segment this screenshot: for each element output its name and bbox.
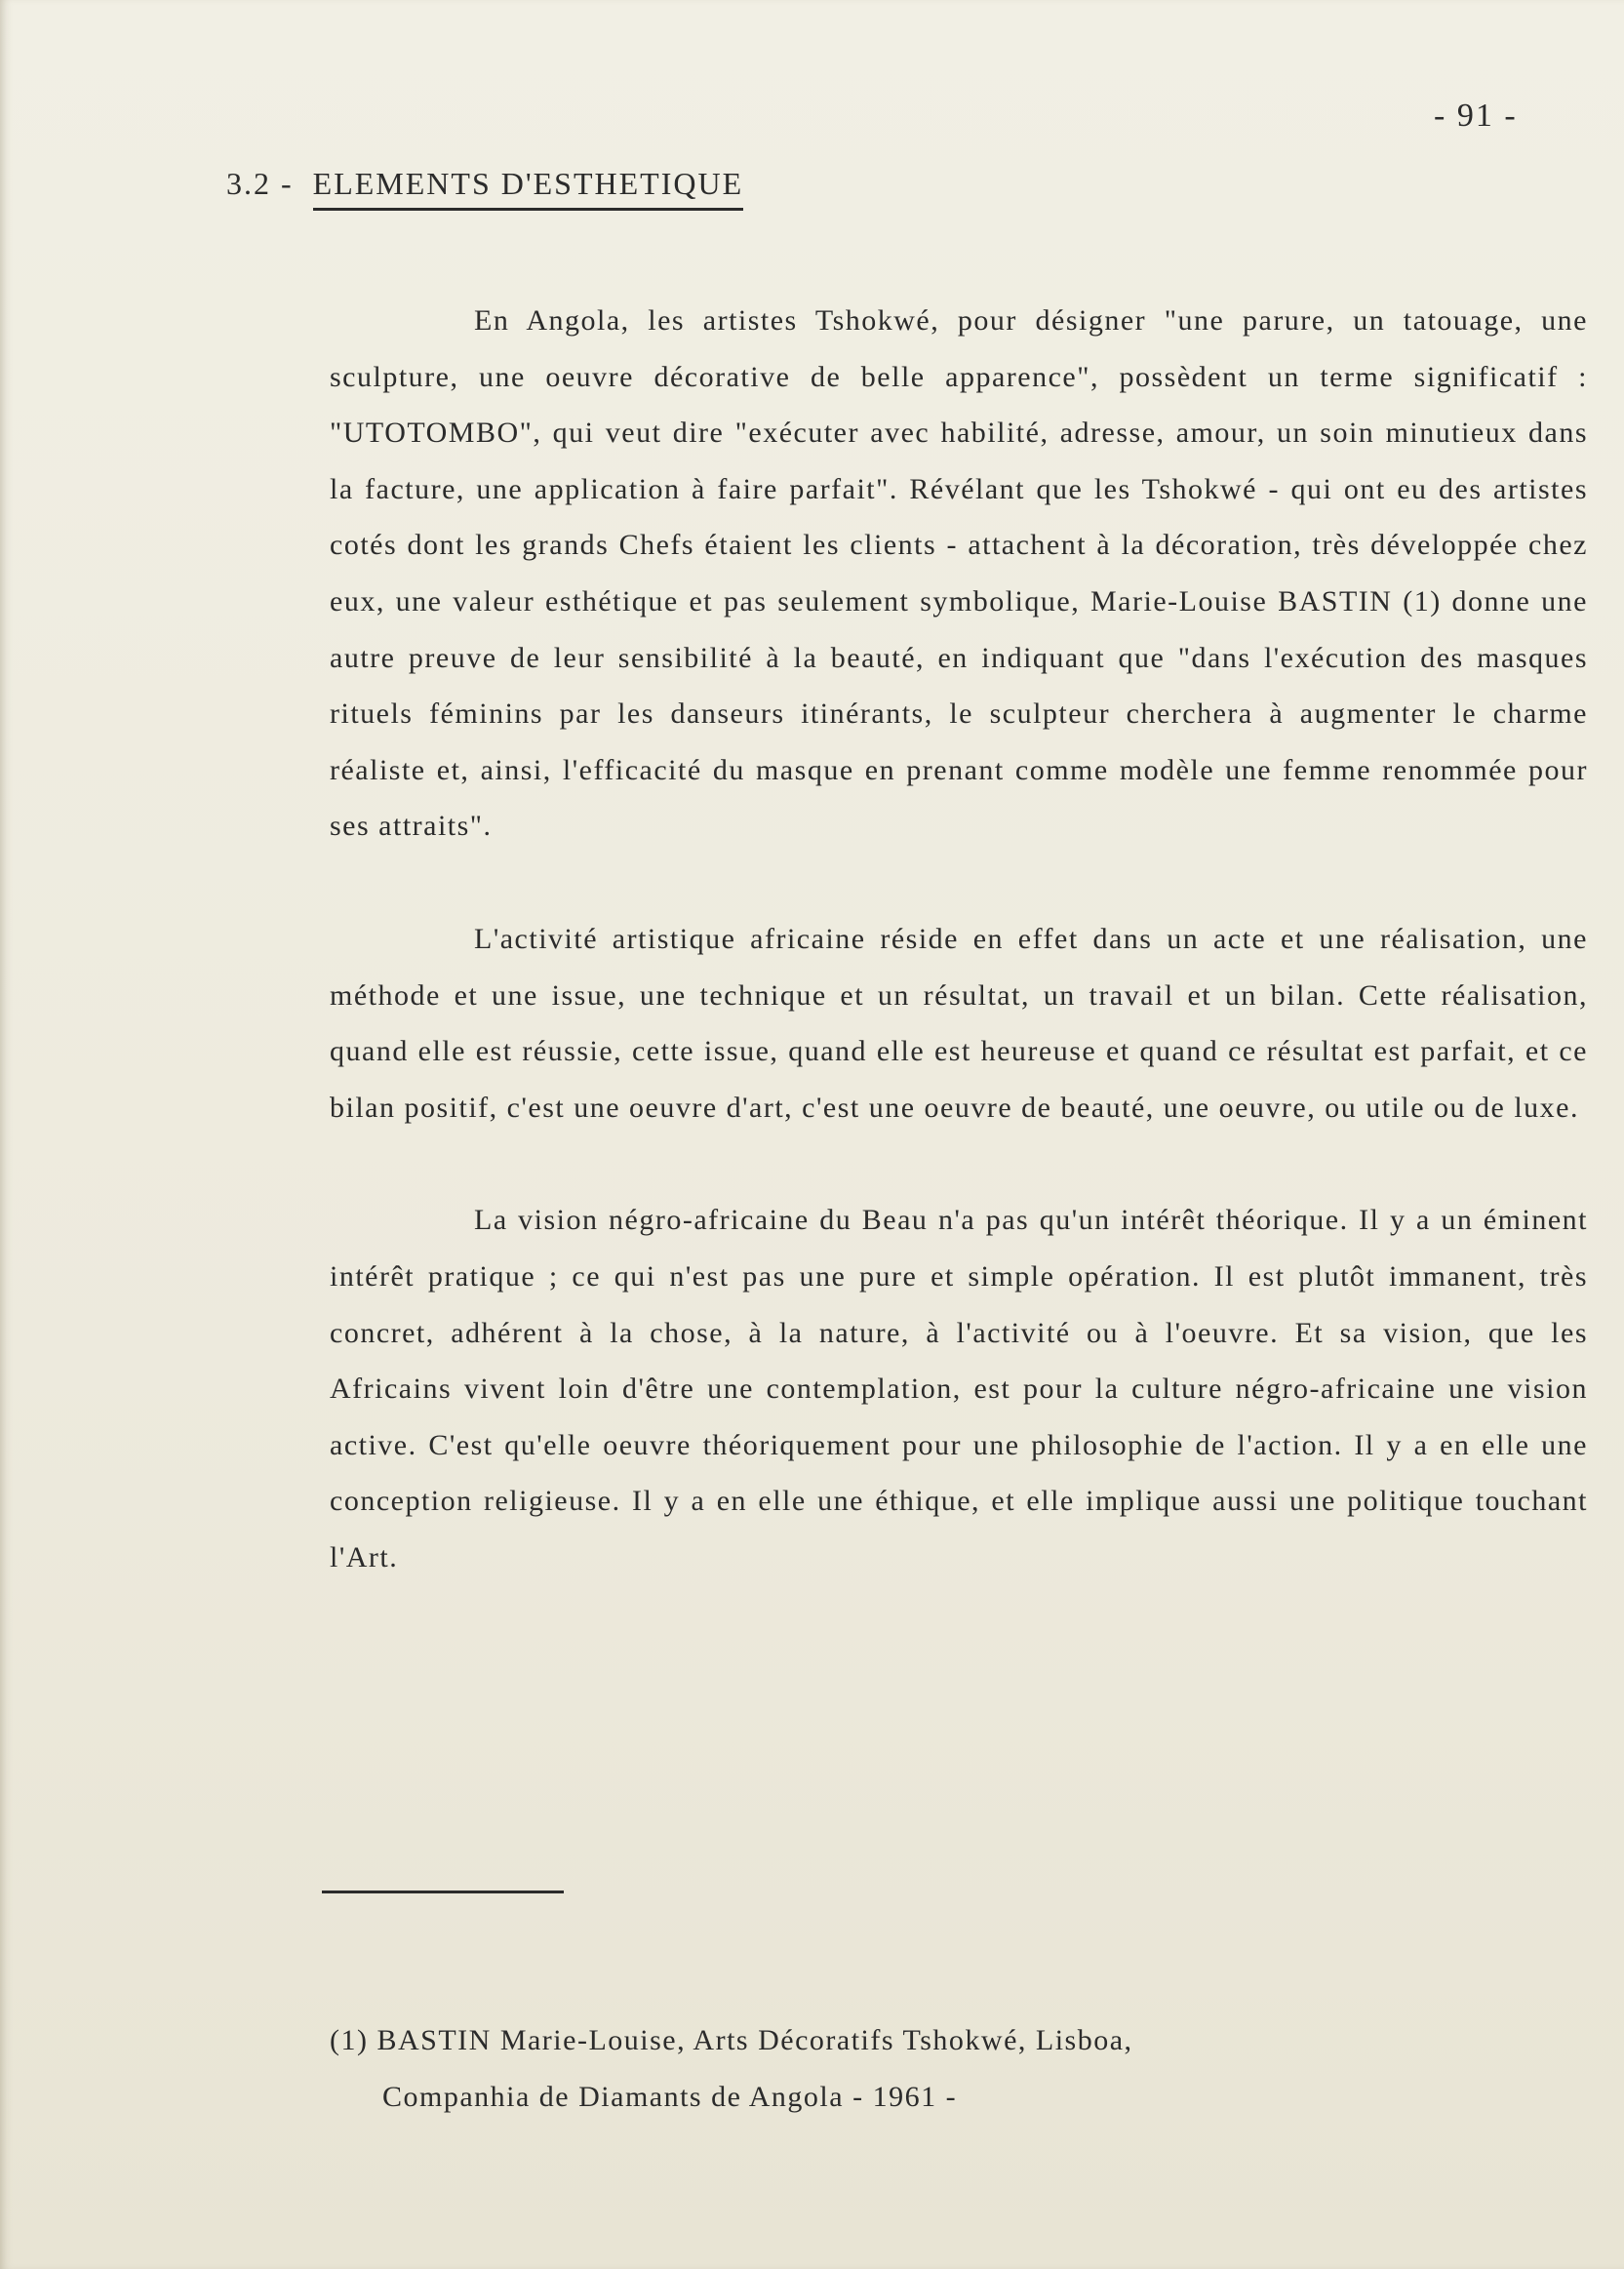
body-text [330, 293, 1588, 1642]
section-title: ELEMENTS D'ESTHETIQUE [313, 166, 743, 211]
footnote [330, 2012, 1500, 2126]
paragraph-3: La vision négro-africaine du Beau n'a pas qu'un intérêt théorique. Il y a un éminent intérêt pratique ; ce qui n'est pas une pure et simple opération. Il est plutôt immanent, très concret, adhérent à la chose, à la nature, à l'activité ou à l'oeuvre. Et sa vision, que les Africains vivent loin d'être une contemplation, est pour la culture négro-africaine une vision active. C'est qu'elle oeuvre théoriquement pour une philosophie de l'action. Il y a en elle une conception religieuse. Il y a en elle une éthique, et elle implique aussi une politique touchant l'Art. [330, 1204, 1588, 1573]
paragraph-2: L'activité artistique africaine réside en effet dans un acte et une réalisation, une méthode et une issue, une technique et un résultat, un travail et un bilan. Cette réalisation, quand elle est réussie, cette issue, quand elle est heureuse et quand ce résultat est parfait, et ce bilan positif, c'est une oeuvre d'art, c'est une oeuvre de beauté, une oeuvre, ou utile ou de luxe. [330, 922, 1588, 1124]
section-number: 3.2 - [226, 166, 294, 201]
paragraph-1: En Angola, les artistes Tshokwé, pour désigner "une parure, un tatouage, une sculpture, une oeuvre décorative de belle apparence", possèdent un terme significatif : "UTOTOMBO", qui veut dire "exécuter avec habilité, adresse, amour, un soin minutieux dans la facture, une application à faire parfait". Révélant que les Tshokwé - qui ont eu des artistes cotés dont les grands Chefs étaient les clients - attachent à la décoration, très développée chez eux, une valeur esthétique et pas seulement symbolique, Marie-Louise BASTIN (1) donne une autre preuve de leur sensibilité à la beauté, en indiquant que "dans l'exécution des masques rituels féminins par les danseurs itinérants, le sculpteur cherchera à augmenter le charme réaliste et, ainsi, l'efficacité du masque en prenant comme modèle une femme renommée pour ses attraits". [330, 304, 1588, 843]
footnote-line-2: Companhia de Diamants de Angola - 1961 - [382, 2081, 958, 2113]
section-heading [226, 166, 743, 211]
page-number: - 91 - [1434, 98, 1518, 134]
footnote-separator [322, 1891, 564, 1893]
footnote-line-1: (1) BASTIN Marie-Louise, Arts Décoratifs Tshokwé, Lisboa, [330, 2024, 1133, 2056]
